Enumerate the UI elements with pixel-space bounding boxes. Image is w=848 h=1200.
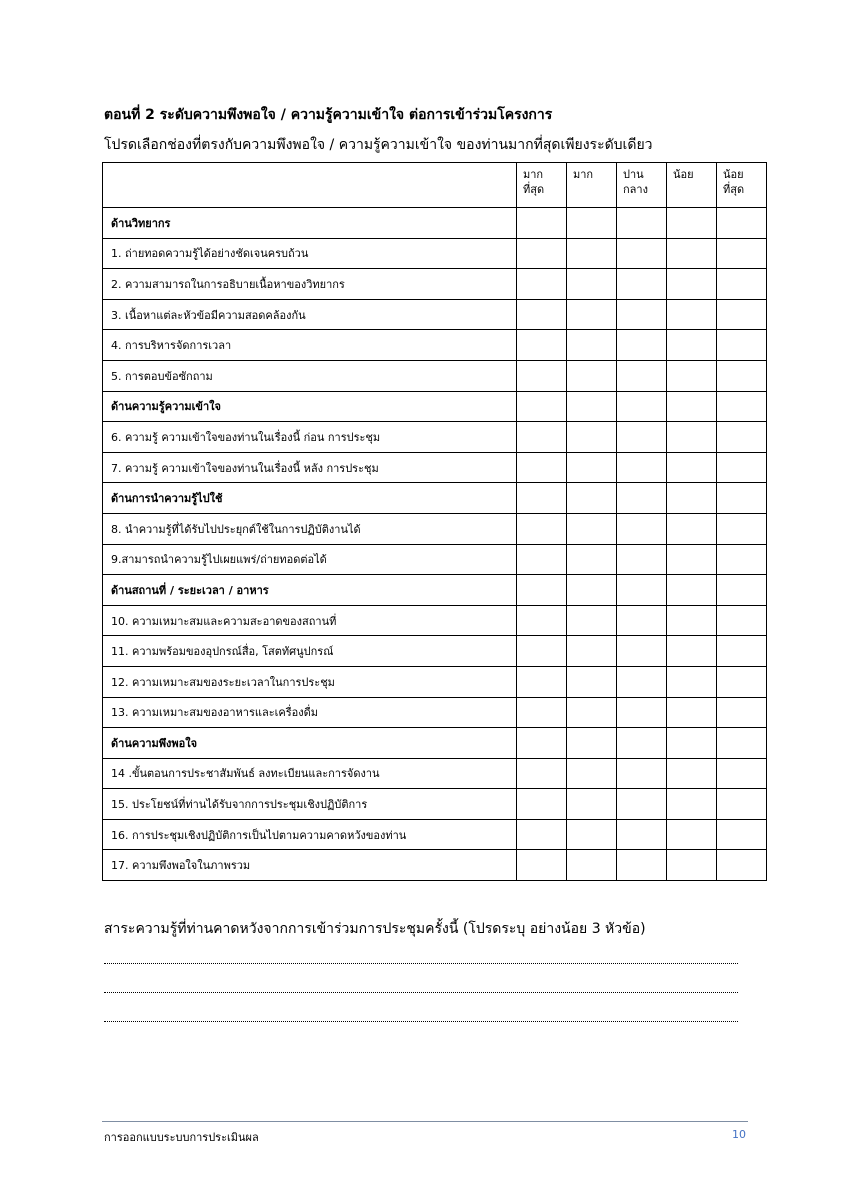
rating-cell[interactable] <box>667 544 717 575</box>
rating-cell[interactable] <box>717 819 767 850</box>
rating-cell <box>717 575 767 606</box>
question-label: 3. เนื้อหาแต่ละหัวข้อมีความสอดคล้องกัน <box>103 299 517 330</box>
rating-cell[interactable] <box>717 330 767 361</box>
rating-cell[interactable] <box>567 422 617 453</box>
rating-cell[interactable] <box>567 697 617 728</box>
rating-cell[interactable] <box>667 605 717 636</box>
rating-cell <box>667 208 717 239</box>
rating-cell <box>617 208 667 239</box>
question-row <box>103 360 767 391</box>
rating-cell[interactable] <box>667 697 717 728</box>
rating-cell[interactable] <box>517 360 567 391</box>
question-row <box>103 636 767 667</box>
question-label: 2. ความสามารถในการอธิบายเนื้อหาของวิทยากร <box>103 269 517 300</box>
rating-column-header <box>667 163 717 208</box>
rating-cell[interactable] <box>667 758 717 789</box>
rating-column-label: ปาน <box>623 168 644 181</box>
section-label: ด้านสถานที่ / ระยะเวลา / อาหาร <box>103 575 517 606</box>
rating-cell <box>617 391 667 422</box>
rating-cell[interactable] <box>617 697 667 728</box>
rating-cell[interactable] <box>717 666 767 697</box>
question-label: 12. ความเหมาะสมของระยะเวลาในการประชุม <box>103 666 517 697</box>
rating-column-label: น้อย <box>723 168 744 181</box>
section-row <box>103 575 767 606</box>
rating-cell[interactable] <box>617 238 667 269</box>
rating-cell[interactable] <box>617 605 667 636</box>
rating-cell <box>667 728 717 759</box>
rating-column-header <box>717 163 767 208</box>
rating-cell[interactable] <box>717 269 767 300</box>
rating-cell[interactable] <box>517 299 567 330</box>
rating-cell[interactable] <box>717 697 767 728</box>
rating-cell[interactable] <box>567 299 617 330</box>
rating-cell <box>567 575 617 606</box>
rating-cell <box>517 208 567 239</box>
answer-line[interactable] <box>104 992 738 993</box>
rating-cell[interactable] <box>717 544 767 575</box>
section-label: ด้านความพึงพอใจ <box>103 728 517 759</box>
rating-cell[interactable] <box>517 452 567 483</box>
rating-column-header <box>517 163 567 208</box>
rating-cell <box>517 483 567 514</box>
rating-cell <box>567 728 617 759</box>
rating-cell <box>517 728 567 759</box>
section-label: ด้านการนำความรู้ไปใช้ <box>103 483 517 514</box>
rating-cell[interactable] <box>667 299 717 330</box>
question-row <box>103 422 767 453</box>
rating-cell[interactable] <box>617 422 667 453</box>
question-label: 7. ความรู้ ความเข้าใจของท่านในเรื่องนี้ หลัง การประชุม <box>103 452 517 483</box>
rating-cell[interactable] <box>567 269 617 300</box>
rating-cell[interactable] <box>667 452 717 483</box>
question-label: 8. นำความรู้ที่ได้รับไปประยุกต์ใช้ในการปฏิบัติงานได้ <box>103 513 517 544</box>
footer-divider <box>102 1121 748 1122</box>
rating-cell[interactable] <box>617 299 667 330</box>
rating-cell[interactable] <box>567 452 617 483</box>
rating-cell <box>667 483 717 514</box>
rating-cell[interactable] <box>567 789 617 820</box>
question-row <box>103 758 767 789</box>
rating-cell[interactable] <box>517 238 567 269</box>
footer-text: การออกแบบระบบการประเมินผล <box>104 1131 259 1144</box>
rating-column-label-line2: กลาง <box>623 183 648 196</box>
question-label: 6. ความรู้ ความเข้าใจของท่านในเรื่องนี้ ก่อน การประชุม <box>103 422 517 453</box>
rating-table-body <box>103 208 767 881</box>
rating-cell[interactable] <box>717 850 767 881</box>
rating-cell[interactable] <box>667 789 717 820</box>
rating-cell[interactable] <box>717 758 767 789</box>
rating-cell[interactable] <box>717 789 767 820</box>
rating-table <box>102 162 767 881</box>
rating-cell[interactable] <box>717 422 767 453</box>
rating-cell[interactable] <box>617 789 667 820</box>
section-row <box>103 483 767 514</box>
section-row <box>103 208 767 239</box>
rating-cell[interactable] <box>717 238 767 269</box>
question-label: 14 .ขั้นตอนการประชาสัมพันธ์ ลงทะเบียนและการจัดงาน <box>103 758 517 789</box>
rating-cell[interactable] <box>567 636 617 667</box>
page-number: 10 <box>732 1128 746 1141</box>
rating-cell[interactable] <box>517 636 567 667</box>
rating-column-label: มาก <box>523 168 544 181</box>
rating-cell[interactable] <box>567 819 617 850</box>
rating-cell[interactable] <box>517 697 567 728</box>
rating-cell[interactable] <box>517 513 567 544</box>
rating-cell[interactable] <box>517 666 567 697</box>
rating-cell[interactable] <box>517 269 567 300</box>
rating-cell[interactable] <box>617 330 667 361</box>
rating-cell[interactable] <box>567 330 617 361</box>
rating-cell[interactable] <box>717 452 767 483</box>
rating-cell[interactable] <box>567 605 617 636</box>
question-label: 15. ประโยชน์ที่ท่านได้รับจากการประชุมเชิงปฏิบัติการ <box>103 789 517 820</box>
rating-cell[interactable] <box>717 605 767 636</box>
rating-cell[interactable] <box>667 330 717 361</box>
question-label: 9.สามารถนำความรู้ไปเผยแพร่/ถ่ายทอดต่อได้ <box>103 544 517 575</box>
rating-cell[interactable] <box>667 819 717 850</box>
question-row <box>103 819 767 850</box>
question-row <box>103 269 767 300</box>
section-label: ด้านความรู้ความเข้าใจ <box>103 391 517 422</box>
section-row <box>103 391 767 422</box>
section-row <box>103 728 767 759</box>
page-title: ตอนที่ 2 ระดับความพึงพอใจ / ความรู้ความเข้าใจ ต่อการเข้าร่วมโครงการ <box>104 107 553 123</box>
question-label: 5. การตอบข้อซักถาม <box>103 360 517 391</box>
rating-cell <box>667 391 717 422</box>
rating-cell[interactable] <box>667 422 717 453</box>
rating-column-label-line2: ที่สุด <box>723 183 745 196</box>
rating-cell <box>517 391 567 422</box>
rating-cell[interactable] <box>617 452 667 483</box>
page-instruction: โปรดเลือกช่องที่ตรงกับความพึงพอใจ / ความรู้ความเข้าใจ ของท่านมากที่สุดเพียงระดับเดียว <box>104 137 653 153</box>
question-label: 1. ถ่ายทอดความรู้ได้อย่างชัดเจนครบถ้วน <box>103 238 517 269</box>
rating-column-label: น้อย <box>673 168 694 181</box>
question-label: 10. ความเหมาะสมและความสะอาดของสถานที่ <box>103 605 517 636</box>
question-label: 16. การประชุมเชิงปฏิบัติการเป็นไปตามความคาดหวังของท่าน <box>103 819 517 850</box>
question-row <box>103 666 767 697</box>
rating-cell[interactable] <box>617 819 667 850</box>
rating-cell[interactable] <box>717 513 767 544</box>
rating-cell[interactable] <box>667 513 717 544</box>
rating-cell[interactable] <box>617 269 667 300</box>
section-label: ด้านวิทยากร <box>103 208 517 239</box>
rating-cell <box>717 208 767 239</box>
rating-cell[interactable] <box>517 544 567 575</box>
rating-cell[interactable] <box>667 360 717 391</box>
question-label: 4. การบริหารจัดการเวลา <box>103 330 517 361</box>
rating-cell <box>567 483 617 514</box>
question-row <box>103 238 767 269</box>
rating-cell[interactable] <box>617 636 667 667</box>
rating-cell[interactable] <box>717 299 767 330</box>
rating-column-label: มาก <box>573 168 594 181</box>
rating-cell <box>717 728 767 759</box>
rating-cell[interactable] <box>517 758 567 789</box>
question-row <box>103 299 767 330</box>
question-label: 11. ความพร้อมของอุปกรณ์สื่อ, โสตทัศนูปกรณ์ <box>103 636 517 667</box>
question-row <box>103 605 767 636</box>
rating-header-row <box>103 163 767 208</box>
question-row <box>103 850 767 881</box>
rating-cell <box>567 391 617 422</box>
rating-cell[interactable] <box>667 238 717 269</box>
rating-cell[interactable] <box>517 819 567 850</box>
rating-cell <box>567 208 617 239</box>
question-row <box>103 513 767 544</box>
rating-cell[interactable] <box>567 850 617 881</box>
question-row <box>103 697 767 728</box>
open-question-prompt: สาระความรู้ที่ท่านคาดหวังจากการเข้าร่วมการประชุมครั้งนี้ (โปรดระบุ อย่างน้อย 3 หัวข้อ) <box>104 921 646 937</box>
rating-cell <box>617 483 667 514</box>
rating-cell[interactable] <box>617 850 667 881</box>
rating-cell[interactable] <box>667 666 717 697</box>
rating-cell[interactable] <box>567 758 617 789</box>
question-row <box>103 452 767 483</box>
rating-cell[interactable] <box>567 513 617 544</box>
rating-cell <box>617 728 667 759</box>
rating-cell[interactable] <box>567 666 617 697</box>
rating-cell[interactable] <box>617 544 667 575</box>
rating-cell[interactable] <box>667 850 717 881</box>
rating-cell[interactable] <box>517 850 567 881</box>
rating-cell <box>717 483 767 514</box>
rating-cell[interactable] <box>567 360 617 391</box>
answer-line[interactable] <box>104 1021 738 1022</box>
question-row <box>103 789 767 820</box>
rating-column-header <box>617 163 667 208</box>
question-row <box>103 330 767 361</box>
rating-cell[interactable] <box>617 360 667 391</box>
rating-column-label-line2: ที่สุด <box>523 183 545 196</box>
rating-cell[interactable] <box>567 238 617 269</box>
rating-cell[interactable] <box>667 636 717 667</box>
question-label: 13. ความเหมาะสมของอาหารและเครื่องดื่ม <box>103 697 517 728</box>
question-row <box>103 544 767 575</box>
question-label: 17. ความพึงพอใจในภาพรวม <box>103 850 517 881</box>
rating-cell[interactable] <box>567 544 617 575</box>
rating-cell <box>517 575 567 606</box>
rating-cell <box>617 575 667 606</box>
rating-cell[interactable] <box>717 360 767 391</box>
rating-cell[interactable] <box>667 269 717 300</box>
rating-cell <box>717 391 767 422</box>
rating-cell[interactable] <box>517 422 567 453</box>
answer-line[interactable] <box>104 963 738 964</box>
rating-cell[interactable] <box>517 789 567 820</box>
rating-cell[interactable] <box>617 758 667 789</box>
rating-cell[interactable] <box>617 666 667 697</box>
rating-cell[interactable] <box>517 330 567 361</box>
rating-cell <box>667 575 717 606</box>
rating-column-header <box>567 163 617 208</box>
item-header-cell <box>103 163 517 208</box>
rating-cell[interactable] <box>617 513 667 544</box>
rating-cell[interactable] <box>517 605 567 636</box>
rating-cell[interactable] <box>717 636 767 667</box>
